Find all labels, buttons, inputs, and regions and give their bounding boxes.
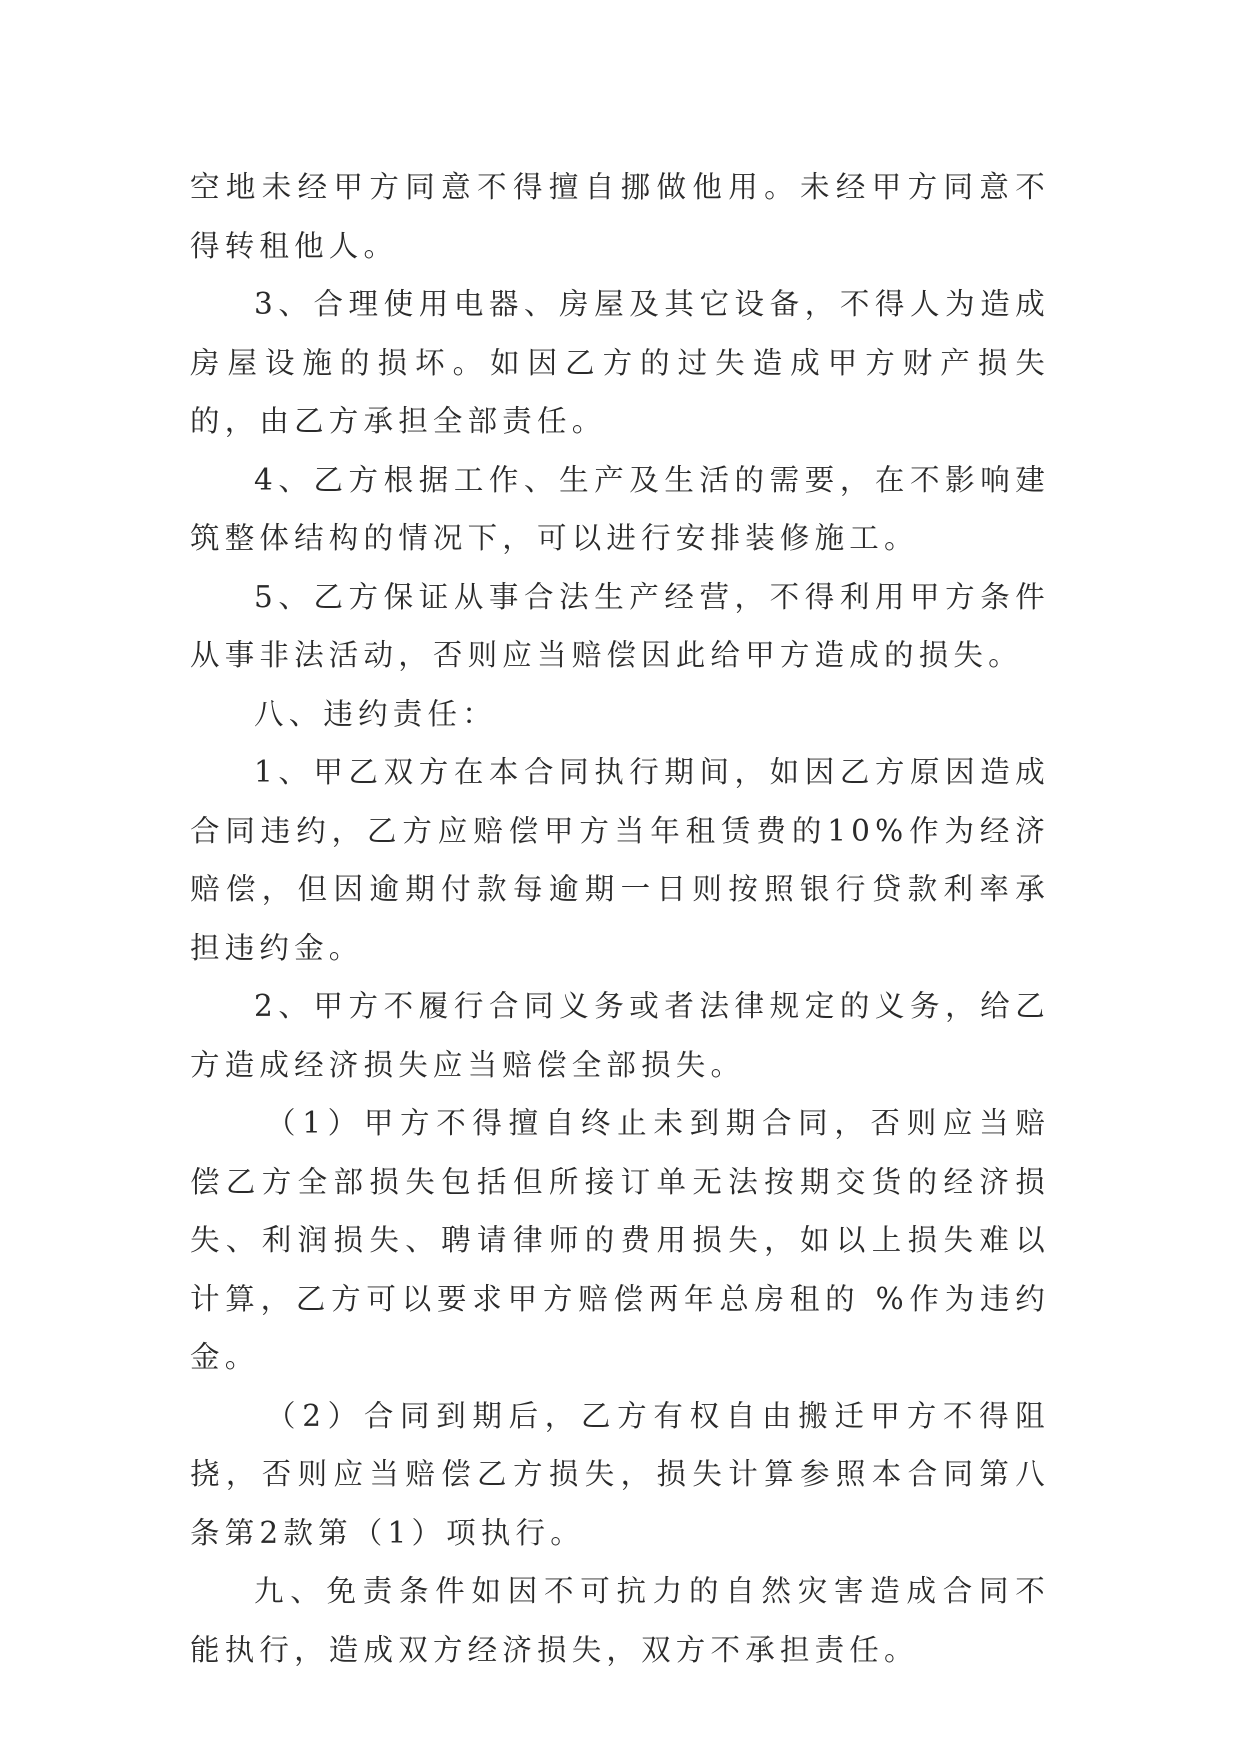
paragraph-breach-2: 2、甲方不履行合同义务或者法律规定的义务，给乙方造成经济损失应当赔偿全部损失。 [190,989,1050,1082]
document-body [190,158,1050,1679]
paragraph-exemption: 九、免责条件如因不可抗力的自然灾害造成合同不能执行，造成双方经济损失，双方不承担责任。 [190,1574,1050,1667]
paragraph-clause-3: 3、合理使用电器、房屋及其它设备，不得人为造成房屋设施的损坏。如因乙方的过失造成甲方财产损失的，由乙方承担全部责任。 [190,287,1050,438]
paragraph-continuation: 空地未经甲方同意不得擅自挪做他用。未经甲方同意不得转租他人。 [190,170,1050,263]
paragraph-breach-1: 1、甲乙双方在本合同执行期间，如因乙方原因造成合同违约，乙方应赔偿甲方当年租赁费的10%作为经济赔偿，但因逾期付款每逾期一日则按照银行贷款利率承担违约金。 [190,755,1050,965]
section-heading-breach: 八、违约责任： [254,696,497,731]
paragraph-clause-5: 5、乙方保证从事合法生产经营，不得利用甲方条件从事非法活动，否则应当赔偿因此给甲方造成的损失。 [190,579,1050,672]
paragraph-clause-4: 4、乙方根据工作、生产及生活的需要，在不影响建筑整体结构的情况下，可以进行安排装修施工。 [190,462,1050,555]
paragraph-breach-2-item-2: （2）合同到期后，乙方有权自由搬迁甲方不得阻挠，否则应当赔偿乙方损失，损失计算参照本合同第八条第2款第（1）项执行。 [190,1398,1050,1550]
paragraph-breach-2-item-1: （1）甲方不得擅自终止未到期合同，否则应当赔偿乙方全部损失包括但所接订单无法按期交货的经济损失、利润损失、聘请律师的费用损失，如以上损失难以计算，乙方可以要求甲方赔偿两年总房租的 %作为违约金。 [190,1106,1050,1374]
